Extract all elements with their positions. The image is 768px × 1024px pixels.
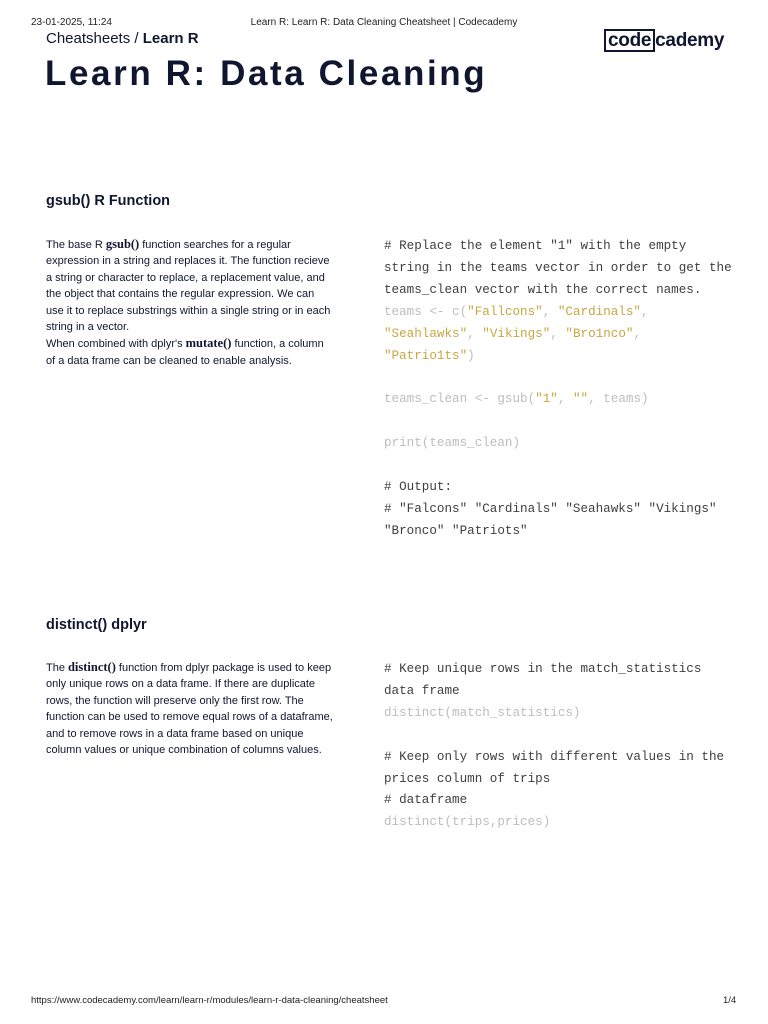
code-string: "1" [535, 392, 558, 407]
code-comment: # Keep only rows with different values in the prices column of trips [384, 749, 732, 786]
code-token: , [640, 304, 657, 319]
breadcrumb-separator: / [130, 30, 143, 47]
desc-paragraph [46, 659, 334, 758]
code-token: , [542, 304, 558, 319]
print-title: Learn R: Learn R: Data Cleaning Cheatsheet | Codecademy [250, 17, 518, 28]
section-desc-gsub [46, 236, 334, 369]
inline-code-distinct: distinct() [67, 660, 116, 674]
code-string: "Fallcons" [467, 304, 543, 319]
code-token: , [550, 326, 566, 341]
inline-code-mutate: mutate() [185, 336, 232, 351]
code-string: "" [572, 392, 589, 407]
breadcrumb-cheatsheets-link[interactable]: Cheatsheets [46, 30, 131, 47]
code-token: distinct(trips,prices) [384, 815, 551, 830]
code-string: "Patrio1ts" [384, 348, 468, 363]
code-token: , [557, 392, 573, 407]
desc-text: function, a column of a data frame can be cleaned to enable analysis. [46, 338, 324, 367]
section-title-distinct: distinct() dplyr [46, 617, 147, 633]
code-token: , [467, 326, 483, 341]
desc-paragraph-1 [46, 236, 334, 335]
code-block-distinct [384, 659, 734, 834]
code-comment: # dataframe [384, 793, 468, 808]
code-string: "Bro1nco" [565, 326, 634, 341]
code-token: print(teams_clean) [384, 436, 521, 451]
inline-code-gsub: gsub() [105, 237, 140, 251]
code-token: , teams) [588, 392, 649, 407]
code-token: teams_clean <- gsub( [384, 392, 536, 407]
code-comment: # "Falcons" "Cardinals" "Seahawks" "Vikings" "Bronco" "Patriots" [384, 501, 725, 538]
footer-url: https://www.codecademy.com/learn/learn-r/modules/learn-r-data-cleaning/cheatsheet [31, 995, 388, 1006]
desc-text: function from dplyr package is used to keep only unique rows on a data frame. If there are duplicate rows, the function will preserve only the first row. The function can be used to remove equal rows of a dataframe, and to remove rows in a data frame based on unique column values or unique combination of columns values. [46, 662, 333, 757]
code-comment: # Keep unique rows in the match_statistics data frame [384, 662, 717, 698]
desc-text: The base R [46, 239, 103, 251]
code-block-gsub [384, 236, 740, 543]
code-string: "Seahlawks" [384, 326, 468, 341]
logo-rest-text: cademy [655, 30, 725, 51]
desc-text: When combined with dplyr's [46, 338, 183, 351]
code-token: ) [467, 348, 475, 363]
section-desc-distinct [46, 659, 334, 758]
desc-text: The [46, 662, 65, 674]
code-string: "Vikings" [482, 326, 551, 341]
code-comment: # Output: [384, 479, 453, 494]
logo-box-text: code [604, 29, 655, 52]
section-title-gsub: gsub() R Function [46, 193, 171, 209]
desc-text: function searches for a regular expression in a string and replaces it. The function recieve a string or character to replace, a replacement value, and the object that contains the regular expression. We can use it to replace substrings within a single string or in each string in a vector. [46, 239, 331, 334]
code-token: teams <- c( [384, 304, 468, 319]
code-string: "Cardinals" [557, 304, 641, 319]
codecademy-logo[interactable] [604, 29, 724, 53]
breadcrumb-current[interactable]: Learn R [142, 30, 199, 47]
breadcrumb [46, 30, 199, 47]
code-token: , [633, 326, 649, 341]
page-title: Learn R: Data Cleaning [45, 54, 488, 93]
print-date: 23-01-2025, 11:24 [31, 17, 112, 28]
desc-paragraph-2 [46, 335, 334, 369]
code-comment: # Replace the element "1" with the empty string in the teams vector in order to get the teams_clean vector with the correct names. [384, 239, 740, 297]
footer-page-number: 1/4 [723, 995, 737, 1006]
code-token: distinct(match_statistics) [384, 705, 581, 720]
